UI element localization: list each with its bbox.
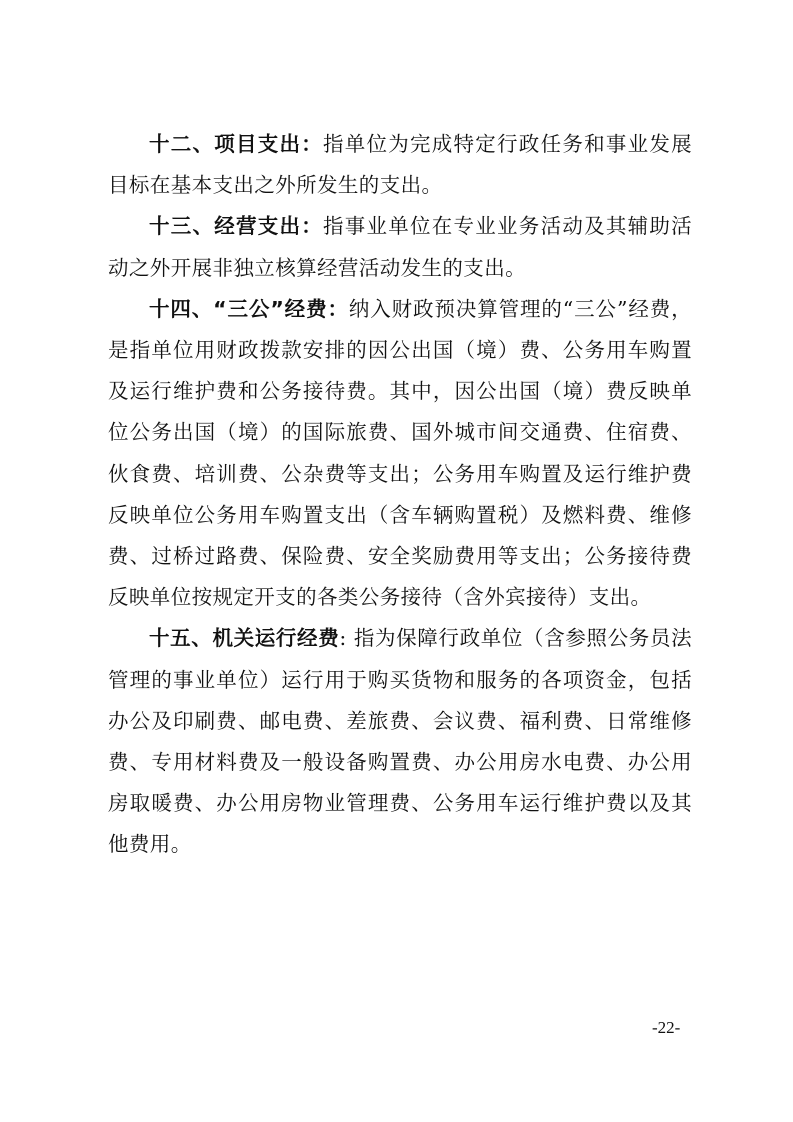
- paragraph-text: : 指为保障行政单位（含参照公务员法管理的事业单位）运行用于购买货物和服务的各项资金，包括办公及印刷费、邮电费、差旅费、会议费、福利费、日常维修费、专用材料费及一般设备购置费、办公用房水电费、办公用房取暖费、办公用房物业管理费、公务用车运行维护费以及其他费用。: [108, 626, 692, 857]
- page-number: -22-: [652, 1018, 681, 1037]
- paragraph-project-expenditure: [108, 124, 692, 206]
- paragraph-three-public-expenses: [108, 289, 692, 619]
- paragraph-text: 指事业单位在专业业务活动及其辅助活动之外开展非独立核算经营活动发生的支出。: [108, 214, 692, 280]
- term-heading: 十三、经营支出：: [149, 214, 324, 239]
- paragraph-agency-operating-funds: [108, 618, 692, 865]
- term-heading: 十五、机关运行经费: [149, 626, 340, 651]
- paragraph-text: 指单位为完成特定行政任务和事业发展目标在基本支出之外所发生的支出。: [108, 132, 692, 198]
- paragraph-operating-expenditure: [108, 206, 692, 288]
- term-heading: 十四、“三公”经费：: [149, 296, 349, 321]
- term-heading: 十二、项目支出：: [149, 132, 324, 156]
- document-body: [108, 124, 692, 866]
- paragraph-text: 纳入财政预决算管理的“三公”经费，是指单位用财政拨款安排的因公出国（境）费、公务用车购置及运行维护费和公务接待费。其中，因公出国（境）费反映单位公务出国（境）的国际旅费、国外城市间交通费、住宿费、伙食费、培训费、公杂费等支出；公务用车购置及运行维护费反映单位公务用车购置支出（含车辆购置税）及燃料费、维修费、过桥过路费、保险费、安全奖励费用等支出；公务接待费反映单位按规定开支的各类公务接待（含外宾接待）支出。: [108, 296, 692, 610]
